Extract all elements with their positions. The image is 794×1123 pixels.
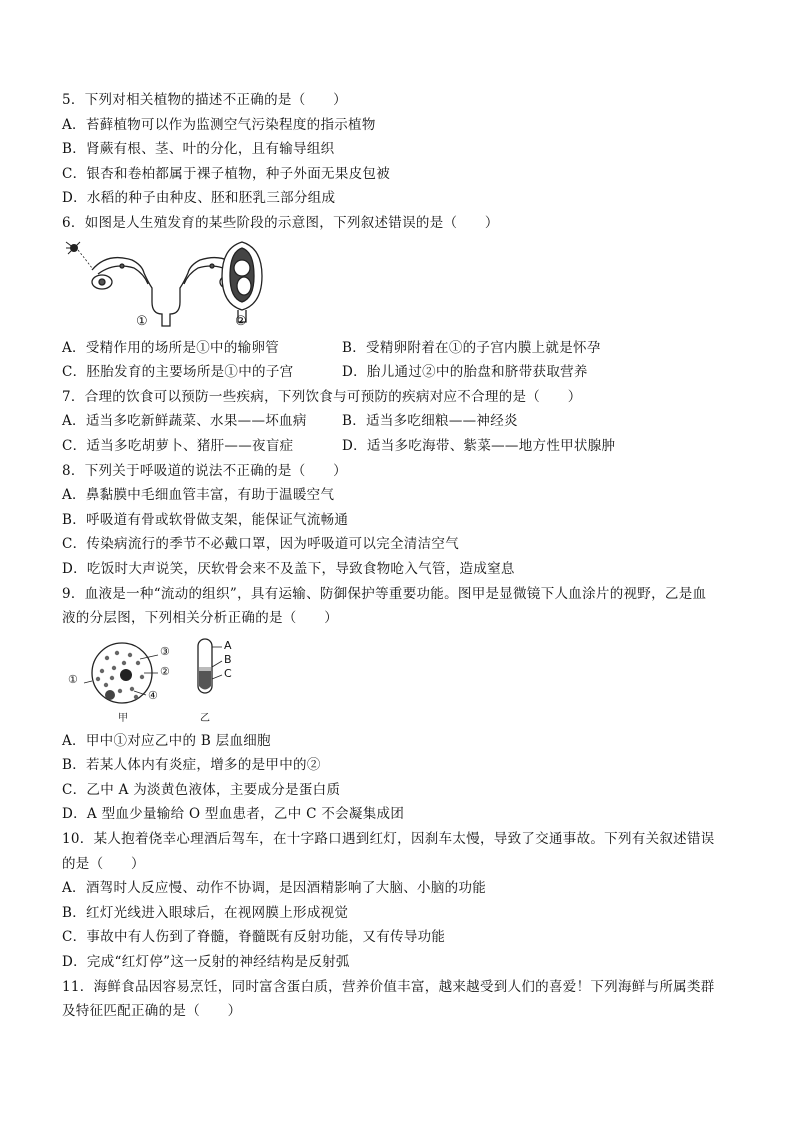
question-10-stem-line-1: 10．某人抱着侥幸心理酒后驾车，在十字路口遇到红灯，因刹车太慢，导致了交通事故。下列有关叙述错误 [62,831,715,848]
tube-label-b: B [224,652,232,666]
question-6-option-c: C．胚胎发育的主要场所是①中的子宫 [62,364,294,381]
tube-label-c: C [224,666,232,680]
question-9-option-c: C．乙中 A 为淡黄色液体，主要成分是蛋白质 [62,781,341,798]
question-6-option-d: D．胎儿通过②中的胎盘和脐带获取营养 [342,364,588,381]
question-9-option-d: D．A 型血少量输给 O 型血患者，乙中 C 不会凝集成团 [62,806,405,823]
question-8-option-c: C．传染病流行的季节不必戴口罩，因为呼吸道可以完全清洁空气 [62,536,460,553]
question-8-stem: 8．下列关于呼吸道的说法不正确的是（ ） [62,462,347,479]
question-6-option-b: B．受精卵附着在①的子宫内膜上就是怀孕 [342,339,601,356]
question-7-option-c: C．适当多吃胡萝卜、猪肝——夜盲症 [62,437,294,454]
smear-label-3: ③ [160,644,170,658]
question-5-option-d: D．水稻的种子由种皮、胚和胚乳三部分组成 [62,190,336,207]
question-10-stem-line-2: 的是（ ） [62,855,145,872]
smear-label-1: ① [68,672,78,686]
reproduction-diagram [62,238,322,336]
uterus-icon [92,257,240,325]
question-6-options-row-1 [62,336,752,361]
question-5-option-c: C．银杏和卷柏都属于裸子植物，种子外面无果皮包被 [62,165,391,182]
blood-figure [62,633,752,729]
question-7-option-d: D．适当多吃海带、紫菜——地方性甲状腺肿 [342,437,616,454]
figure-label-2: ② [235,313,247,329]
reproduction-figure [62,238,752,336]
question-9-option-b: B．若某人体内有炎症，增多的是甲中的② [62,757,321,774]
question-8-option-b: B．呼吸道有骨或软骨做支架，能保证气流畅通 [62,511,349,528]
question-8-option-d: D．吃饭时大声说笑，厌软骨会来不及盖下，导致食物呛入气管，造成窒息 [62,560,515,577]
question-9-option-a: A．甲中①对应乙中的 B 层血细胞 [62,732,271,749]
caption-yi: 乙 [200,712,210,724]
question-9-stem-line-1: 9．血液是一种“流动的组织”，具有运输、防御保护等重要功能。图甲是显微镜下人血涂片的视野，乙是血 [62,585,707,602]
question-7-option-b: B．适当多吃细粮——神经炎 [342,413,518,430]
question-7-options-row-1 [62,409,752,434]
question-9-stem-line-2: 液的分层图，下列相关分析正确的是（ ） [62,610,338,627]
question-7-stem: 7．合理的饮食可以预防一些疾病，下列饮食与可预防的疾病对应不合理的是（ ） [62,388,582,405]
question-7-option-a: A．适当多吃新鲜蔬菜、水果——坏血病 [62,413,307,430]
question-8-option-a: A．鼻黏膜中毛细血管丰富，有助于温暖空气 [62,487,335,504]
question-6-stem: 6．如图是人生殖发育的某些阶段的示意图，下列叙述错误的是（ ） [62,214,499,231]
question-5-option-b: B．肾蕨有根、茎、叶的分化，且有输导组织 [62,141,335,158]
question-11-stem-line-1: 11．海鲜食品因容易烹饪，同时富含蛋白质，营养价值丰富，越来越受到人们的喜爱！下列海鲜与所属类群 [62,978,715,995]
question-5-option-a: A．苔藓植物可以作为监测空气污染程度的指示植物 [62,116,376,133]
exam-page [62,88,752,1024]
caption-jia: 甲 [118,712,128,724]
smear-label-2: ② [160,664,170,678]
smear-label-4: ④ [148,688,158,702]
fetus-icon [222,242,262,322]
question-5-stem: 5．下列对相关植物的描述不正确的是（ ） [62,92,347,108]
question-6-option-a: A．受精作用的场所是①中的输卵管 [62,339,280,356]
question-7-options-row-2 [62,434,752,459]
question-10-option-a: A．酒驾时人反应慢、动作不协调，是因酒精影响了大脑、小脑的功能 [62,880,487,897]
tube-label-a: A [224,638,232,652]
sperm-cell-icon [66,242,92,268]
question-11-stem-line-2: 及特征匹配正确的是（ ） [62,1003,242,1020]
question-6-options-row-2 [62,360,752,385]
question-10-option-d: D．完成“红灯停”这一反射的神经结构是反射弧 [62,954,350,971]
question-10-option-c: C．事故中有人伤到了脊髓，脊髓既有反射功能，又有传导功能 [62,929,446,946]
figure-label-1: ① [136,313,148,329]
question-10-option-b: B．红灯光线进入眼球后，在视网膜上形成视觉 [62,904,349,921]
test-tube-icon [198,639,222,693]
